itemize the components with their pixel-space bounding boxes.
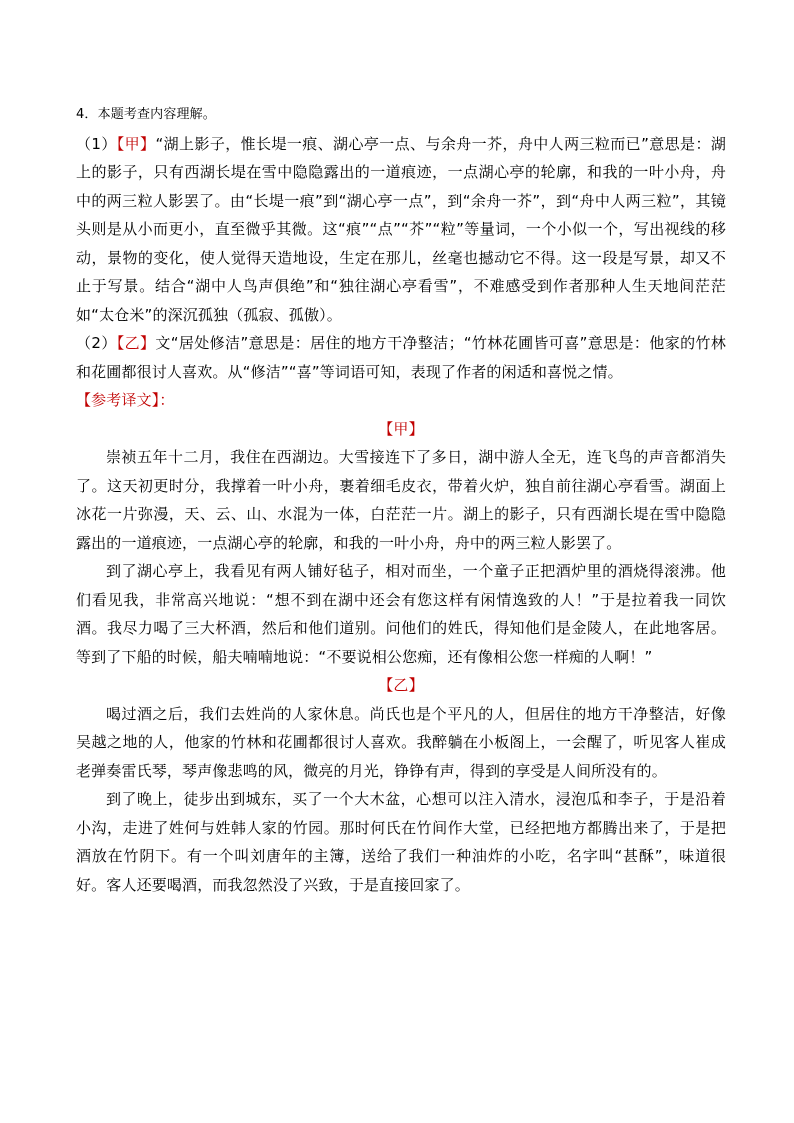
yi-paragraph-1: 喝过酒之后，我们去姓尚的人家休息。尚氏也是个平凡的人，但居住的地方干净整洁，好像吴越之地的人，他家的竹林和花圃都很讨人喜欢。我醉躺在小板阁上，一会醒了，听见客人崔成老弹奏雷氏琴，琴声像悲鸣的风，微亮的月光，铮铮有声，得到的享受是人间所没有的。: [76, 704, 726, 780]
translation-label: 【参考译文】：: [76, 391, 175, 409]
part1-prefix: （1）: [76, 134, 117, 153]
part1-text: “湖上影子，惟长堤一痕、湖心亭一点、与余舟一芥，舟中人两三粒而已”意思是：湖上的影子，只有西湖长堤在雪中隐隐露出的一道痕迹，一点湖心亭的轮廓，和我的一叶小舟，舟中的两三粒人影罢了。由“长堤一痕”到“湖心亭一点”，到“余舟一芥”，到“舟中人两三粒”，其镜头则是从小而更小，直至微乎其微。这“痕”“点”“芥”“粒”等量词，一个小似一个，写出视线的移动，景物的变化，使人觉得天造地设，生定在那儿，丝毫也撼动它不得。这一段是写景，却又不止于写景。结合“湖中人鸟声俱绝”和“独往湖心亭看雪”，不难感受到作者那种人生天地间茫茫如“太仓米”的深沉孤独（孤寂、孤傲）。: [76, 134, 727, 324]
jia-paragraph-1: 崇祯五年十二月，我住在西湖边。大雪接连下了多日，湖中游人全无，连飞鸟的声音都消失了。这天初更时分，我撑着一叶小舟，裹着细毛皮衣，带着火炉，独自前往湖心亭看雪。湖面上冰花一片弥漫，天、云、山、水混为一体，白茫茫一片。湖上的影子，只有西湖长堤在雪中隐隐露出的一道痕迹，一点湖心亭的轮廓，和我的一叶小舟，舟中的两三粒人影罢了。: [76, 448, 726, 552]
part2-prefix: （2）: [76, 334, 117, 352]
yi-title: 【乙】: [378, 676, 424, 694]
answer-content: [76, 101, 726, 899]
part1-tag: 【甲】: [116, 134, 156, 153]
question-heading: 4．本题考查内容理解。: [76, 107, 216, 122]
jia-paragraph-2: 到了湖心亭上，我看见有两人铺好毡子，相对而坐，一个童子正把酒炉里的酒烧得滚沸。他们看见我，非常高兴地说：“想不到在湖中还会有您这样有闲情逸致的人！”于是拉着我一同饮酒。我尽力喝了三大杯酒，然后和他们道别。问他们的姓氏，得知他们是金陵人，在此地客居。等到了下船的时候，船夫喃喃地说：“不要说相公您痴，还有像相公您一样痴的人啊！”: [76, 562, 726, 666]
part2-tag: 【乙】: [116, 334, 156, 352]
part2-text: 文“居处修洁”意思是：居住的地方干净整洁；“竹林花圃皆可喜”意思是：他家的竹林和花圃都很讨人喜欢。从“修洁”“喜”等词语可知，表现了作者的闲适和喜悦之情。: [76, 334, 726, 381]
part1-paragraph: [76, 130, 726, 330]
jia-title: 【甲】: [378, 419, 424, 438]
yi-paragraph-2: 到了晚上，徒步出到城东，买了一个大木盆，心想可以注入清水，浸泡瓜和李子，于是沿着小沟，走进了姓何与姓韩人家的竹园。那时何氏在竹间作大堂，已经把地方都腾出来了，于是把酒放在竹阴下。有一个叫刘唐年的主簿，送给了我们一种油炸的小吃，名字叫“甚酥”，味道很好。客人还要喝酒，而我忽然没了兴致，于是直接回家了。: [76, 790, 726, 894]
part2-paragraph: [76, 329, 726, 386]
